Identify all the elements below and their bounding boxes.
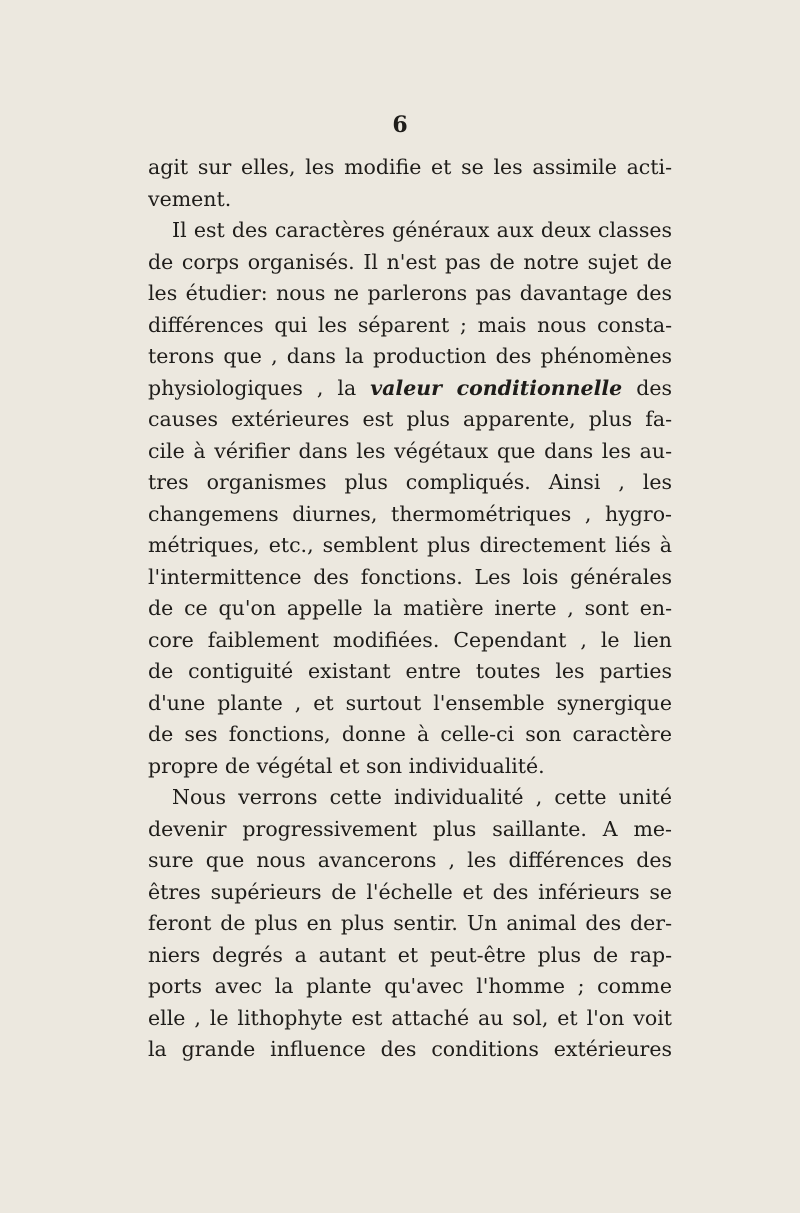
- text-line: sure que nous avancerons , les différences des: [148, 848, 672, 872]
- text-line: cile à vérifier dans les végétaux que dans les au-: [148, 438, 672, 463]
- text-line: [148, 373, 672, 405]
- text-line: causes extérieures est plus apparente, plus fa-: [148, 407, 672, 431]
- text-line: ports avec la plante qu'avec l'homme ; comme: [148, 974, 672, 998]
- text-line: devenir progressivement plus saillante. A me-: [148, 816, 672, 841]
- text-line-segment: physiologiques , la: [148, 375, 371, 400]
- text-line: la grande influence des conditions extérieures: [148, 1037, 672, 1061]
- text-line: tres organismes plus compliqués. Ainsi , les: [148, 470, 672, 494]
- text-line: elle , le lithophyte est attaché au sol, et l'on voit: [148, 1005, 672, 1030]
- text-line: de ce qu'on appelle la matière inerte , sont en-: [148, 596, 672, 620]
- text-line: changemens diurnes, thermométriques , hygro-: [148, 501, 672, 526]
- text-line: feront de plus en plus sentir. Un animal des der-: [148, 911, 672, 935]
- emphasized-term: valeur conditionnelle: [370, 375, 623, 400]
- page-number: 6: [392, 112, 408, 138]
- text-line: métriques, etc., semblent plus directement liés à: [148, 533, 672, 557]
- text-line: propre de végétal et son individualité.: [148, 753, 545, 778]
- text-line: l'intermittence des fonctions. Les lois générales: [148, 564, 672, 589]
- text-line: de contiguité existant entre toutes les parties: [148, 659, 672, 683]
- text-line: les étudier: nous ne parlerons pas davantage des: [148, 281, 672, 305]
- text-line: niers degrés a autant et peut-être plus de rap-: [148, 942, 672, 967]
- text-line: de corps organisés. Il n'est pas de notre sujet de: [148, 249, 672, 274]
- text-line: vement.: [148, 186, 232, 211]
- text-line: êtres supérieurs de l'échelle et des inférieurs se: [148, 879, 672, 904]
- text-line: terons que , dans la production des phénomènes: [148, 344, 672, 368]
- text-line: Il est des caractères généraux aux deux classes: [172, 218, 672, 242]
- text-line: de ses fonctions, donne à celle-ci son caractère: [148, 722, 672, 746]
- text-line: d'une plante , et surtout l'ensemble synergique: [148, 690, 672, 715]
- text-line: core faiblement modifiées. Cependant , le lien: [148, 627, 672, 652]
- text-line: agit sur elles, les modifie et se les assimile acti-: [148, 155, 672, 179]
- text-line-segment: des: [622, 375, 672, 400]
- text-line: différences qui les séparent ; mais nous consta-: [148, 312, 672, 337]
- text-line: Nous verrons cette individualité , cette unité: [172, 785, 672, 809]
- body-text: [148, 152, 672, 1066]
